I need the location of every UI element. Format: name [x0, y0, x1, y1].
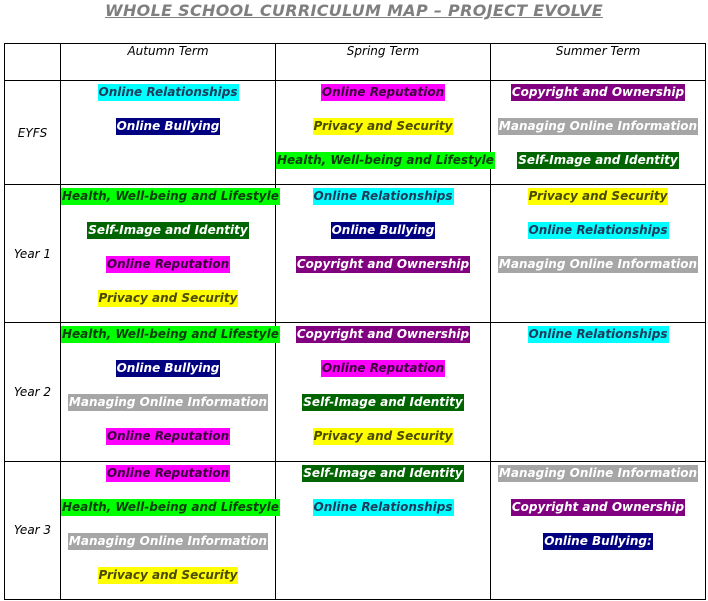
topic-relationships: Online Relationships: [528, 327, 668, 342]
topic-line: [61, 530, 275, 547]
topic-line: [61, 425, 275, 442]
topic-line: [61, 323, 279, 342]
topic-relationships: Online Relationships: [98, 85, 238, 99]
row-year-2: [5, 323, 706, 461]
topic-line: [491, 462, 705, 479]
topic-line: [276, 425, 490, 442]
topic-line: [61, 357, 275, 374]
row-eyfs: [5, 81, 706, 185]
topic-line: [61, 253, 275, 270]
row-label: EYFS: [5, 81, 61, 185]
topic-health: Health, Well-being and Lifestyle: [62, 327, 279, 342]
topic-line: [61, 462, 275, 479]
term-header-autumn: Autumn Term: [61, 44, 276, 81]
row-year-1: [5, 185, 706, 323]
topic-line: [61, 81, 275, 98]
topic-line: [276, 219, 490, 236]
topic-line: [61, 287, 275, 304]
topic-line: [276, 496, 490, 513]
topic-line: [491, 149, 705, 166]
topic-line: [61, 219, 275, 236]
topic-privacy: Privacy and Security: [528, 189, 668, 204]
topic-line: [61, 496, 279, 514]
topic-copyright: Copyright and Ownership: [296, 327, 470, 342]
topic-line: [61, 115, 275, 132]
topic-selfimage: Self-Image and Identity: [303, 465, 463, 480]
topic-selfimage: Self-Image and Identity: [303, 395, 463, 410]
cell-autumn: [61, 185, 279, 323]
topic-relationships: Online Relationships: [313, 499, 453, 514]
topic-copyright: Copyright and Ownership: [511, 499, 685, 514]
topic-privacy: Privacy and Security: [313, 119, 453, 133]
topic-line: [491, 530, 705, 547]
topic-line: [276, 357, 490, 374]
corner-cell: [5, 44, 61, 81]
cell-autumn: [61, 461, 279, 599]
topic-line: [276, 149, 494, 167]
topic-relationships: Online Relationships: [313, 189, 453, 204]
topic-line: [491, 185, 705, 202]
topic-line: [491, 219, 705, 236]
topic-privacy: Privacy and Security: [313, 429, 453, 444]
topic-bullying: Online Bullying:: [544, 533, 652, 548]
row-label: Year 2: [5, 323, 61, 461]
topic-line: [61, 391, 275, 408]
term-header-summer: Summer Term: [491, 44, 706, 81]
page-title: WHOLE SCHOOL CURRICULUM MAP – PROJECT EVOLVE: [105, 1, 603, 20]
topic-selfimage: Self-Image and Identity: [518, 153, 678, 167]
topic-reputation: Online Reputation: [321, 85, 445, 99]
cell-summer: [491, 323, 706, 461]
topic-line: [276, 253, 490, 270]
topic-line: [276, 391, 490, 408]
cell-spring: [276, 461, 491, 599]
topic-reputation: Online Reputation: [106, 465, 230, 480]
topic-privacy: Privacy and Security: [98, 567, 238, 582]
term-header-spring: Spring Term: [276, 44, 491, 81]
topic-copyright: Copyright and Ownership: [511, 85, 685, 99]
topic-bullying: Online Bullying: [331, 223, 435, 238]
topic-health: Health, Well-being and Lifestyle: [62, 189, 279, 204]
cell-summer: [491, 461, 706, 599]
header-row: [5, 44, 706, 81]
topic-privacy: Privacy and Security: [98, 291, 238, 306]
topic-line: [491, 81, 705, 98]
topic-line: [491, 496, 705, 513]
topic-managing: Managing Online Information: [68, 533, 268, 548]
topic-line: [491, 115, 705, 132]
topic-reputation: Online Reputation: [321, 361, 445, 376]
topic-line: [276, 185, 490, 202]
topic-line: [276, 81, 490, 98]
cell-spring: [276, 185, 491, 323]
row-label: Year 3: [5, 461, 61, 599]
cell-summer: [491, 81, 706, 185]
topic-reputation: Online Reputation: [106, 429, 230, 444]
topic-managing: Managing Online Information: [498, 119, 698, 133]
topic-managing: Managing Online Information: [498, 257, 698, 272]
curriculum-map-table: [4, 43, 706, 600]
topic-line: [61, 564, 275, 581]
topic-copyright: Copyright and Ownership: [296, 257, 470, 272]
topic-line: [276, 115, 490, 132]
topic-line: [276, 462, 490, 479]
cell-spring: [276, 81, 494, 185]
topic-relationships: Online Relationships: [528, 223, 668, 238]
topic-health: Health, Well-being and Lifestyle: [62, 499, 279, 514]
topic-line: [491, 253, 705, 270]
cell-summer: [491, 185, 706, 323]
row-label: Year 1: [5, 185, 61, 323]
topic-reputation: Online Reputation: [106, 257, 230, 272]
topic-line: [276, 323, 490, 340]
topic-managing: Managing Online Information: [68, 395, 268, 410]
topic-health: Health, Well-being and Lifestyle: [277, 153, 494, 167]
topic-bullying: Online Bullying: [116, 361, 220, 376]
cell-autumn: [61, 81, 276, 185]
cell-autumn: [61, 323, 279, 461]
row-year-3: [5, 461, 706, 599]
topic-managing: Managing Online Information: [498, 465, 698, 480]
topic-line: [491, 323, 705, 340]
topic-selfimage: Self-Image and Identity: [88, 223, 248, 238]
topic-bullying: Online Bullying: [116, 119, 220, 133]
topic-line: [61, 185, 279, 204]
cell-spring: [276, 323, 491, 461]
